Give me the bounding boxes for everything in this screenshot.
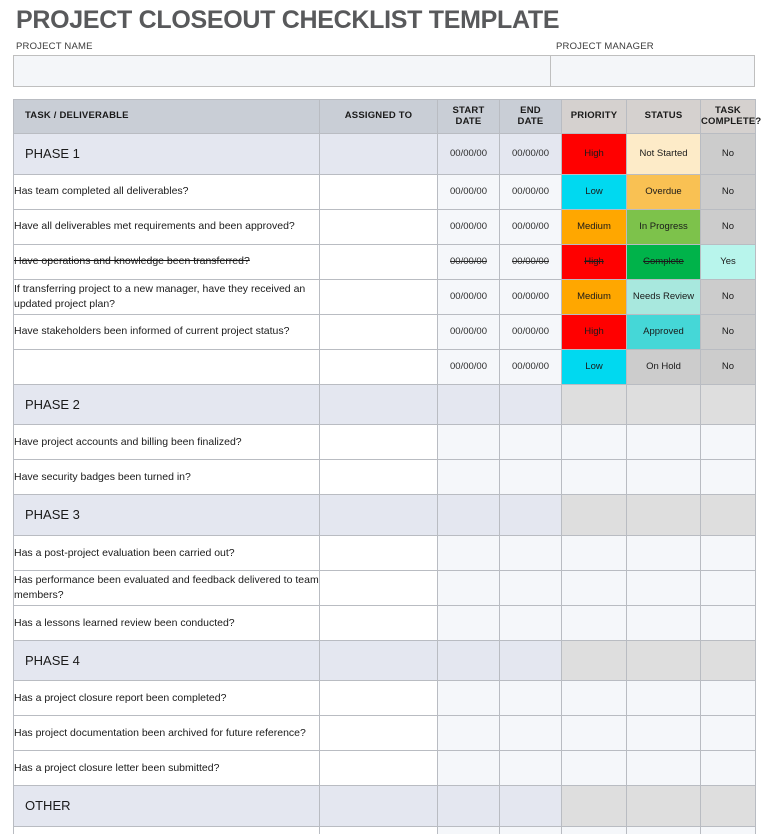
cell-status[interactable]: In Progress [627,209,701,244]
table-row [14,570,756,605]
cell-task-deliverable[interactable]: Has a project closure report been completed? [14,681,320,716]
cell-priority[interactable] [562,425,627,460]
cell-task-complete[interactable]: No [701,314,756,349]
cell-task-complete[interactable]: No [701,134,756,175]
cell-start-date[interactable] [438,605,500,640]
cell-task-deliverable[interactable]: PHASE 2 [14,384,320,425]
column-header-task-complete[interactable] [701,100,762,134]
start-date-line1: START [452,104,485,116]
cell-assigned-to[interactable] [320,244,438,279]
table-row [14,751,756,786]
cell-start-date[interactable] [438,681,500,716]
phase-row [14,786,756,827]
table-row [14,244,756,279]
cell-status[interactable]: On Hold [627,349,701,384]
cell-task-complete[interactable] [701,681,756,716]
cell-start-date[interactable]: 00/00/00 [438,314,500,349]
header-row [14,100,756,134]
cell-end-date[interactable] [500,751,562,786]
cell-assigned-to[interactable] [320,460,438,495]
start-date-line2: DATE [455,115,482,127]
cell-task-complete[interactable] [701,535,756,570]
page-title: PROJECT CLOSEOUT CHECKLIST TEMPLATE [16,6,560,34]
cell-start-date[interactable]: 00/00/00 [438,244,500,279]
cell-priority[interactable] [562,495,627,536]
column-header-end-date[interactable] [500,100,562,134]
cell-assigned-to[interactable] [320,751,438,786]
cell-start-date[interactable] [438,570,500,605]
table-row [14,279,756,314]
cell-end-date[interactable]: 00/00/00 [500,349,562,384]
cell-assigned-to[interactable] [320,349,438,384]
cell-assigned-to[interactable] [320,384,438,425]
cell-priority[interactable] [562,751,627,786]
cell-priority[interactable] [562,605,627,640]
closeout-checklist-table [13,99,762,834]
cell-priority[interactable] [562,681,627,716]
end-date-line1: END [520,104,541,116]
cell-task-complete[interactable]: No [701,279,756,314]
table-row [14,314,756,349]
cell-task-deliverable[interactable]: Have security badges been turned in? [14,460,320,495]
cell-end-date[interactable] [500,570,562,605]
cell-task-complete[interactable]: No [701,209,756,244]
cell-start-date[interactable]: 00/00/00 [438,134,500,175]
project-manager-input[interactable] [551,56,754,86]
cell-status[interactable] [627,751,701,786]
cell-task-deliverable[interactable]: PHASE 4 [14,640,320,681]
cell-status[interactable] [627,425,701,460]
cell-status[interactable] [627,605,701,640]
cell-task-complete[interactable] [701,570,756,605]
cell-assigned-to[interactable] [320,279,438,314]
cell-task-complete[interactable] [701,425,756,460]
cell-end-date[interactable] [500,681,562,716]
table-row [14,349,756,384]
table-row [14,425,756,460]
cell-priority[interactable]: Medium [562,209,627,244]
table-header [14,100,762,134]
cell-assigned-to[interactable] [320,209,438,244]
cell-start-date[interactable] [438,751,500,786]
cell-task-complete[interactable] [701,716,756,751]
cell-start-date[interactable] [438,640,500,681]
table-row [14,716,756,751]
cell-end-date[interactable]: 00/00/00 [500,314,562,349]
cell-task-deliverable[interactable]: Has a post-project evaluation been carried out? [14,535,320,570]
cell-end-date[interactable] [500,425,562,460]
cell-task-complete[interactable]: No [701,174,756,209]
table-row [14,209,756,244]
table-row [14,681,756,716]
cell-task-deliverable[interactable]: Have all deliverables met requirements and been approved? [14,209,320,244]
cell-start-date[interactable] [438,826,500,834]
cell-task-complete[interactable] [701,826,756,834]
cell-priority[interactable] [562,570,627,605]
cell-priority[interactable] [562,460,627,495]
cell-priority[interactable] [562,535,627,570]
cell-task-complete[interactable]: No [701,349,756,384]
cell-status[interactable] [627,640,701,681]
cell-status[interactable]: Needs Review [627,279,701,314]
table-row [14,535,756,570]
cell-task-deliverable[interactable]: Has a project closure letter been submitted? [14,751,320,786]
cell-end-date[interactable]: 00/00/00 [500,134,562,175]
cell-status[interactable] [627,384,701,425]
cell-assigned-to[interactable] [320,134,438,175]
cell-priority[interactable]: Low [562,174,627,209]
cell-assigned-to[interactable] [320,826,438,834]
end-date-line2: DATE [517,115,544,127]
phase-row [14,134,756,175]
cell-task-complete[interactable] [701,786,756,827]
cell-end-date[interactable] [500,605,562,640]
cell-task-complete[interactable] [701,460,756,495]
table-row [14,460,756,495]
cell-status[interactable]: Overdue [627,174,701,209]
cell-status[interactable] [627,460,701,495]
cell-status[interactable] [627,495,701,536]
cell-status[interactable] [627,716,701,751]
cell-start-date[interactable]: 00/00/00 [438,209,500,244]
cell-priority[interactable] [562,786,627,827]
cell-start-date[interactable]: 00/00/00 [438,279,500,314]
cell-end-date[interactable] [500,460,562,495]
cell-task-deliverable[interactable]: Has performance been evaluated and feedback delivered to team members? [14,570,320,605]
column-header-assigned-to[interactable]: ASSIGNED TO [320,100,438,134]
cell-status[interactable] [627,570,701,605]
cell-status[interactable]: Not Started [627,134,701,175]
cell-end-date[interactable] [500,384,562,425]
cell-end-date[interactable] [500,826,562,834]
cell-task-deliverable[interactable] [14,349,320,384]
table-row [14,605,756,640]
cell-priority[interactable] [562,716,627,751]
cell-task-deliverable[interactable]: Have project accounts and billing been finalized? [14,425,320,460]
empty-row [14,826,756,834]
cell-end-date[interactable] [500,535,562,570]
cell-start-date[interactable] [438,716,500,751]
project-name-input[interactable] [14,56,551,86]
cell-assigned-to[interactable] [320,640,438,681]
cell-priority[interactable]: High [562,314,627,349]
cell-start-date[interactable] [438,425,500,460]
cell-end-date[interactable]: 00/00/00 [500,209,562,244]
cell-end-date[interactable] [500,786,562,827]
project-name-label: PROJECT NAME [16,41,93,52]
cell-task-deliverable[interactable] [14,826,320,834]
cell-priority[interactable] [562,640,627,681]
cell-task-deliverable[interactable]: PHASE 3 [14,495,320,536]
cell-assigned-to[interactable] [320,495,438,536]
column-header-priority[interactable]: PRIORITY [562,100,627,134]
cell-task-deliverable[interactable]: Have operations and knowledge been transferred? [14,244,320,279]
cell-start-date[interactable]: 00/00/00 [438,174,500,209]
cell-end-date[interactable] [500,495,562,536]
cell-task-deliverable[interactable]: If transferring project to a new manager, have they received an updated project plan? [14,279,320,314]
cell-task-complete[interactable] [701,495,756,536]
task-complete-line1: TASK [715,104,741,116]
cell-status[interactable] [627,681,701,716]
cell-task-deliverable[interactable]: OTHER [14,786,320,827]
project-manager-label: PROJECT MANAGER [556,41,654,52]
cell-end-date[interactable]: 00/00/00 [500,174,562,209]
phase-row [14,640,756,681]
cell-status[interactable]: Complete [627,244,701,279]
cell-assigned-to[interactable] [320,716,438,751]
cell-end-date[interactable]: 00/00/00 [500,279,562,314]
cell-status[interactable]: Approved [627,314,701,349]
cell-start-date[interactable] [438,786,500,827]
cell-priority[interactable]: Low [562,349,627,384]
cell-task-deliverable[interactable]: PHASE 1 [14,134,320,175]
cell-start-date[interactable] [438,495,500,536]
cell-assigned-to[interactable] [320,605,438,640]
cell-assigned-to[interactable] [320,174,438,209]
cell-task-deliverable[interactable]: Has a lessons learned review been conducted? [14,605,320,640]
phase-row [14,495,756,536]
cell-end-date[interactable] [500,716,562,751]
column-header-task[interactable]: TASK / DELIVERABLE [14,100,320,134]
cell-assigned-to[interactable] [320,786,438,827]
cell-task-deliverable[interactable]: Has project documentation been archived for future reference? [14,716,320,751]
cell-status[interactable] [627,535,701,570]
cell-priority[interactable]: High [562,134,627,175]
column-header-status[interactable]: STATUS [627,100,701,134]
cell-task-complete[interactable]: Yes [701,244,756,279]
cell-assigned-to[interactable] [320,681,438,716]
cell-task-complete[interactable] [701,751,756,786]
cell-task-complete[interactable] [701,640,756,681]
cell-assigned-to[interactable] [320,425,438,460]
cell-start-date[interactable] [438,460,500,495]
table-body [14,134,756,834]
cell-assigned-to[interactable] [320,535,438,570]
cell-priority[interactable]: High [562,244,627,279]
cell-start-date[interactable] [438,535,500,570]
cell-end-date[interactable]: 00/00/00 [500,244,562,279]
cell-status[interactable] [627,826,701,834]
cell-start-date[interactable] [438,384,500,425]
cell-priority[interactable] [562,384,627,425]
cell-task-deliverable[interactable]: Have stakeholders been informed of current project status? [14,314,320,349]
meta-fields-row [13,55,755,87]
phase-row [14,384,756,425]
cell-task-complete[interactable] [701,605,756,640]
cell-end-date[interactable] [500,640,562,681]
cell-priority[interactable] [562,826,627,834]
table-row [14,174,756,209]
cell-start-date[interactable]: 00/00/00 [438,349,500,384]
cell-task-deliverable[interactable]: Has team completed all deliverables? [14,174,320,209]
column-header-start-date[interactable] [438,100,500,134]
cell-status[interactable] [627,786,701,827]
cell-assigned-to[interactable] [320,314,438,349]
cell-assigned-to[interactable] [320,570,438,605]
cell-task-complete[interactable] [701,384,756,425]
task-complete-line2: COMPLETE? [701,115,762,127]
cell-priority[interactable]: Medium [562,279,627,314]
meta-labels-row [13,39,755,55]
